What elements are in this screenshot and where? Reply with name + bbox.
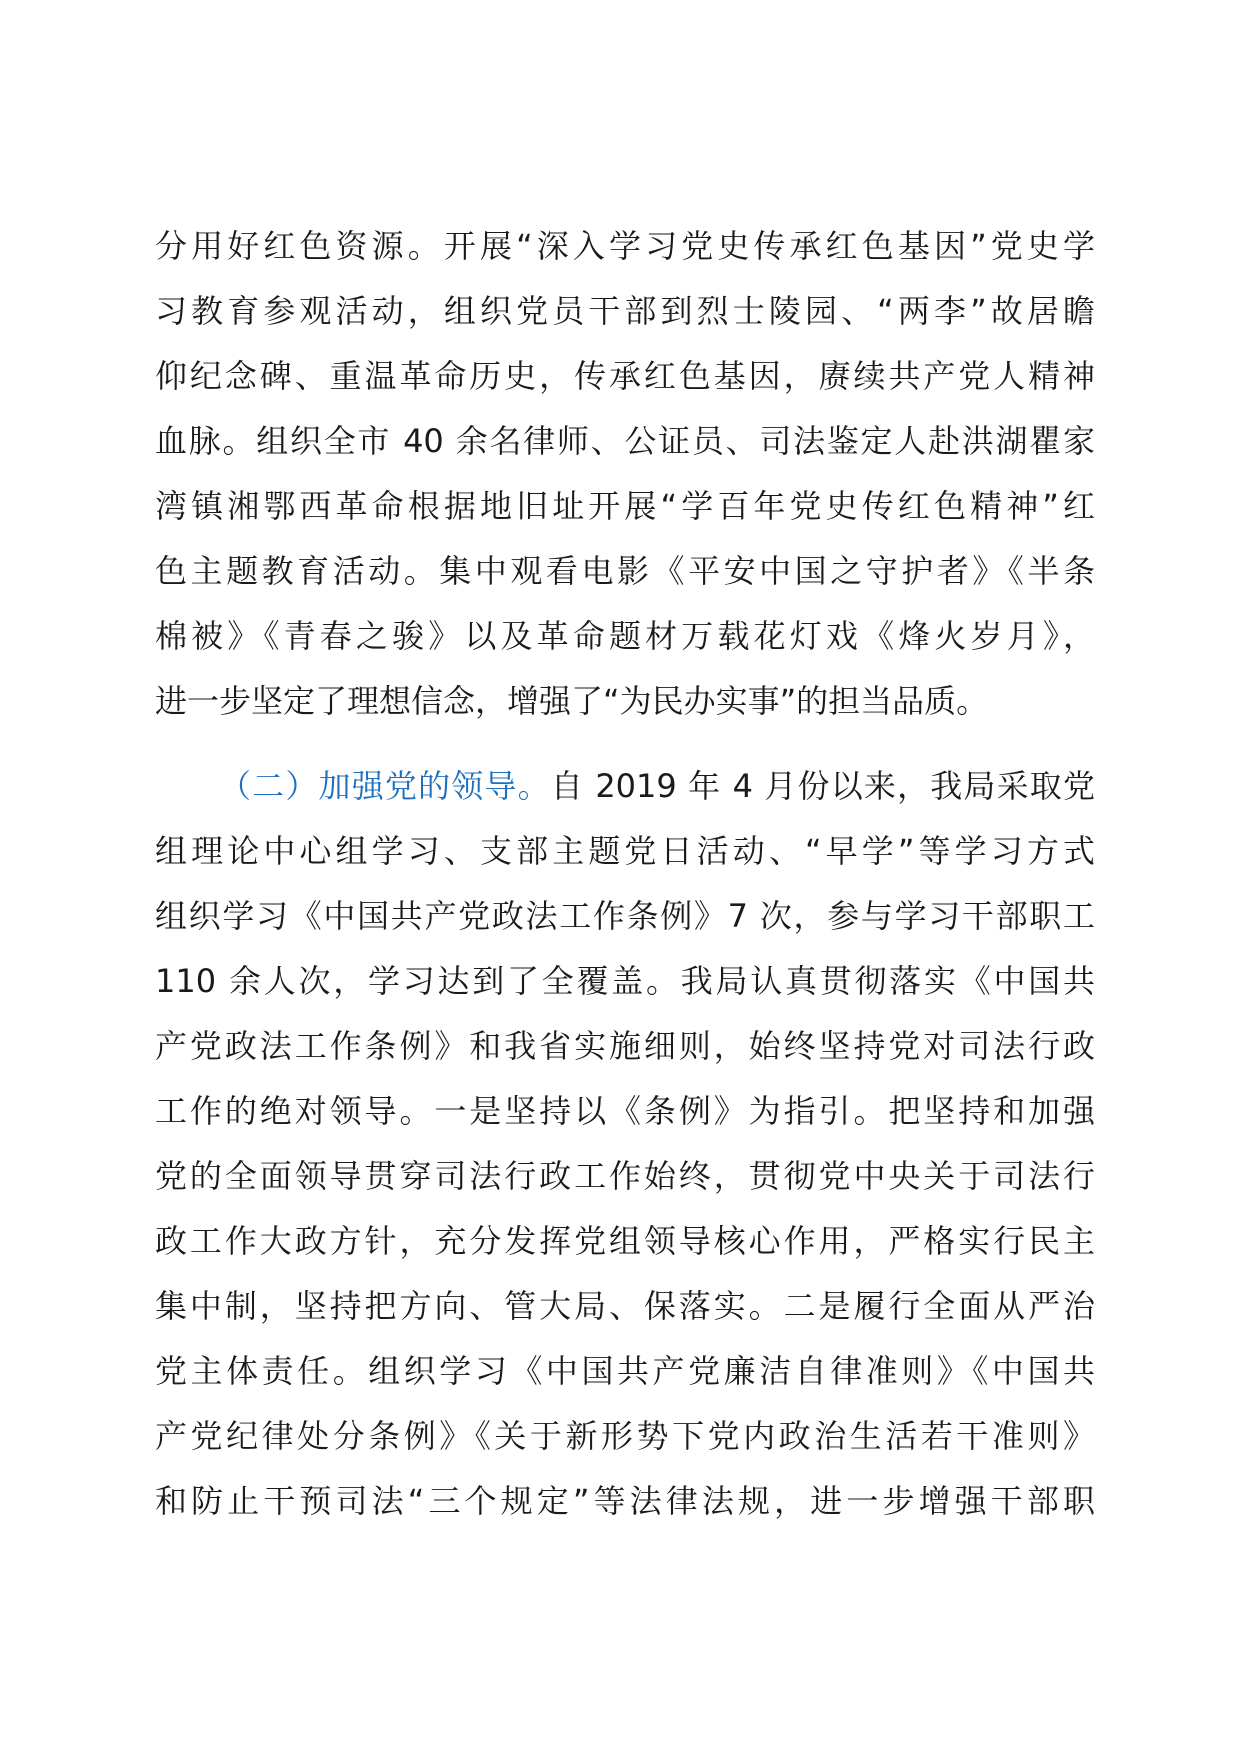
paragraph-line: 党的全面领导贯穿司法行政工作始终，贯彻党中央关于司法行	[155, 1157, 1095, 1195]
paragraph-line: 血脉。组织全市 40 余名律师、公证员、司法鉴定人赴洪湖瞿家	[155, 422, 1095, 460]
paragraph-line: 集中制，坚持把方向、管大局、保落实。二是履行全面从严治	[155, 1287, 1095, 1325]
paragraph-line: 湾镇湘鄂西革命根据地旧址开展“学百年党史传红色精神”红	[155, 487, 1095, 525]
paragraph-line: 产党纪律处分条例》《关于新形势下党内政治生活若干准则》	[155, 1417, 1095, 1455]
paragraph-line: 党主体责任。组织学习《中国共产党廉洁自律准则》《中国共	[155, 1352, 1095, 1390]
first-line-text: 自 2019 年 4 月份以来，我局采取党	[550, 767, 1095, 805]
paragraph-line: 进一步坚定了理想信念，增强了“为民办实事”的担当品质。	[155, 682, 989, 720]
section-heading: （二）加强党的领导。	[219, 767, 551, 805]
paragraph-line: 分用好红色资源。开展“深入学习党史传承红色基因”党史学	[155, 227, 1095, 265]
paragraph-line: 110 余人次，学习达到了全覆盖。我局认真贯彻落实《中国共	[155, 962, 1095, 1000]
paragraph-line: 色主题教育活动。集中观看电影《平安中国之守护者》《半条	[155, 552, 1095, 590]
paragraph-line: 产党政法工作条例》和我省实施细则，始终坚持党对司法行政	[155, 1027, 1095, 1065]
paragraph-line: 习教育参观活动，组织党员干部到烈士陵园、“两李”故居瞻	[155, 292, 1095, 330]
paragraph-line: 工作的绝对领导。一是坚持以《条例》为指引。把坚持和加强	[155, 1092, 1095, 1130]
paragraph-line: 政工作大政方针，充分发挥党组领导核心作用，严格实行民主	[155, 1222, 1095, 1260]
paragraph-line: 组理论中心组学习、支部主题党日活动、“早学”等学习方式	[155, 832, 1095, 870]
paragraph-line: 棉被》《青春之骏》以及革命题材万载花灯戏《烽火岁月》，	[155, 617, 1095, 655]
paragraph-first-line	[155, 754, 1095, 819]
paragraph-line: 和防止干预司法“三个规定”等法律法规，进一步增强干部职	[155, 1482, 1095, 1520]
paragraph-line: 仰纪念碑、重温革命历史，传承红色基因，赓续共产党人精神	[155, 357, 1095, 395]
paragraph-party-leadership	[155, 754, 1095, 1534]
paragraph-line: 组织学习《中国共产党政法工作条例》7 次，参与学习干部职工	[155, 897, 1095, 935]
paragraph-red-resources	[155, 214, 1095, 734]
